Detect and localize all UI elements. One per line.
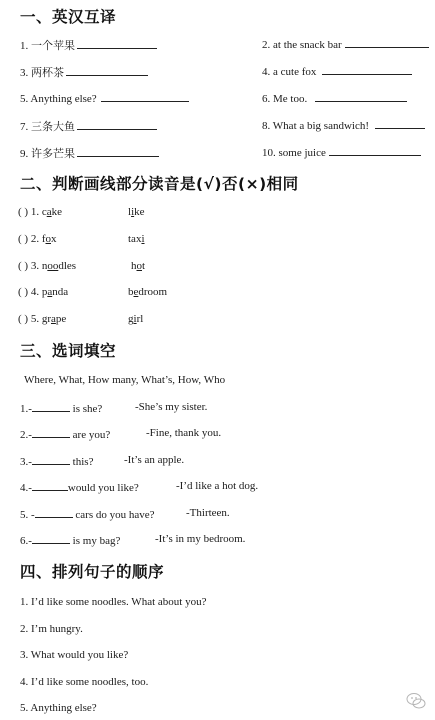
answer-blank — [77, 38, 157, 49]
section-heading-pronunciation: 二、判断画线部分读音是(√)否(×)相同 — [20, 175, 299, 193]
fill-in-item: 1.- is she? -She’s my sister. — [20, 401, 208, 415]
fill-in-item: 2.- are you? -Fine, thank you. — [20, 427, 222, 441]
answer-blank — [322, 64, 412, 75]
answer-blank — [32, 427, 70, 438]
translation-item: 6. Me too. — [262, 91, 407, 105]
answer-blank — [77, 119, 157, 130]
ordering-item: 5. Anything else? — [20, 702, 97, 714]
ordering-item: 4. I’d like some noodles, too. — [20, 676, 149, 688]
answer-blank — [77, 146, 159, 157]
translation-item: 4. a cute fox — [262, 64, 412, 78]
section-heading-fill-in: 三、选词填空 — [20, 342, 117, 360]
translation-item: 8. What a big sandwich! — [262, 118, 425, 132]
pronunciation-item: ( ) 2. fox taxi — [18, 233, 145, 245]
translation-item: 2. at the snack bar — [262, 37, 429, 51]
section-heading-translation: 一、英汉互译 — [20, 8, 117, 26]
wechat-watermark-icon — [405, 690, 427, 712]
fill-in-item: 4.- would you like? -I’d like a hot dog. — [20, 480, 259, 494]
pronunciation-item: ( ) 5. grape girl — [18, 313, 144, 325]
ordering-item: 3. What would you like? — [20, 649, 129, 661]
pronunciation-item: ( ) 3. noodles hot — [18, 260, 146, 272]
translation-item: 1. 一个苹果 — [20, 37, 157, 53]
answer-blank — [32, 401, 70, 412]
pronunciation-item: ( ) 1. cake like — [18, 206, 145, 218]
word-bank: Where, What, How many, What’s, How, Who — [24, 374, 226, 386]
translation-item: 7. 三条大鱼 — [20, 118, 157, 134]
answer-blank — [66, 65, 148, 76]
answer-blank — [329, 145, 421, 156]
ordering-item: 2. I’m hungry. — [20, 623, 83, 635]
answer-blank — [375, 118, 425, 129]
answer-blank — [315, 91, 407, 102]
answer-blank — [101, 91, 189, 102]
ordering-item: 1. I’d like some noodles. What about you? — [20, 596, 207, 608]
fill-in-item: 3.- this? -It’s an apple. — [20, 454, 185, 468]
answer-blank — [32, 533, 70, 544]
fill-in-item: 5. - cars do you have? -Thirteen. — [20, 507, 230, 521]
translation-item: 3. 两杯茶 — [20, 64, 148, 80]
translation-item: 5. Anything else? — [20, 91, 189, 105]
pronunciation-item: ( ) 4. panda bedroom — [18, 286, 168, 298]
section-heading-ordering: 四、排列句子的顺序 — [20, 563, 165, 581]
translation-item: 10. some juice — [262, 145, 421, 159]
answer-blank — [35, 507, 73, 518]
answer-blank — [32, 454, 70, 465]
fill-in-item: 6.- is my bag? -It’s in my bedroom. — [20, 533, 246, 547]
answer-blank — [32, 480, 68, 491]
answer-blank — [345, 37, 429, 48]
translation-item: 9. 许多芒果 — [20, 145, 159, 161]
